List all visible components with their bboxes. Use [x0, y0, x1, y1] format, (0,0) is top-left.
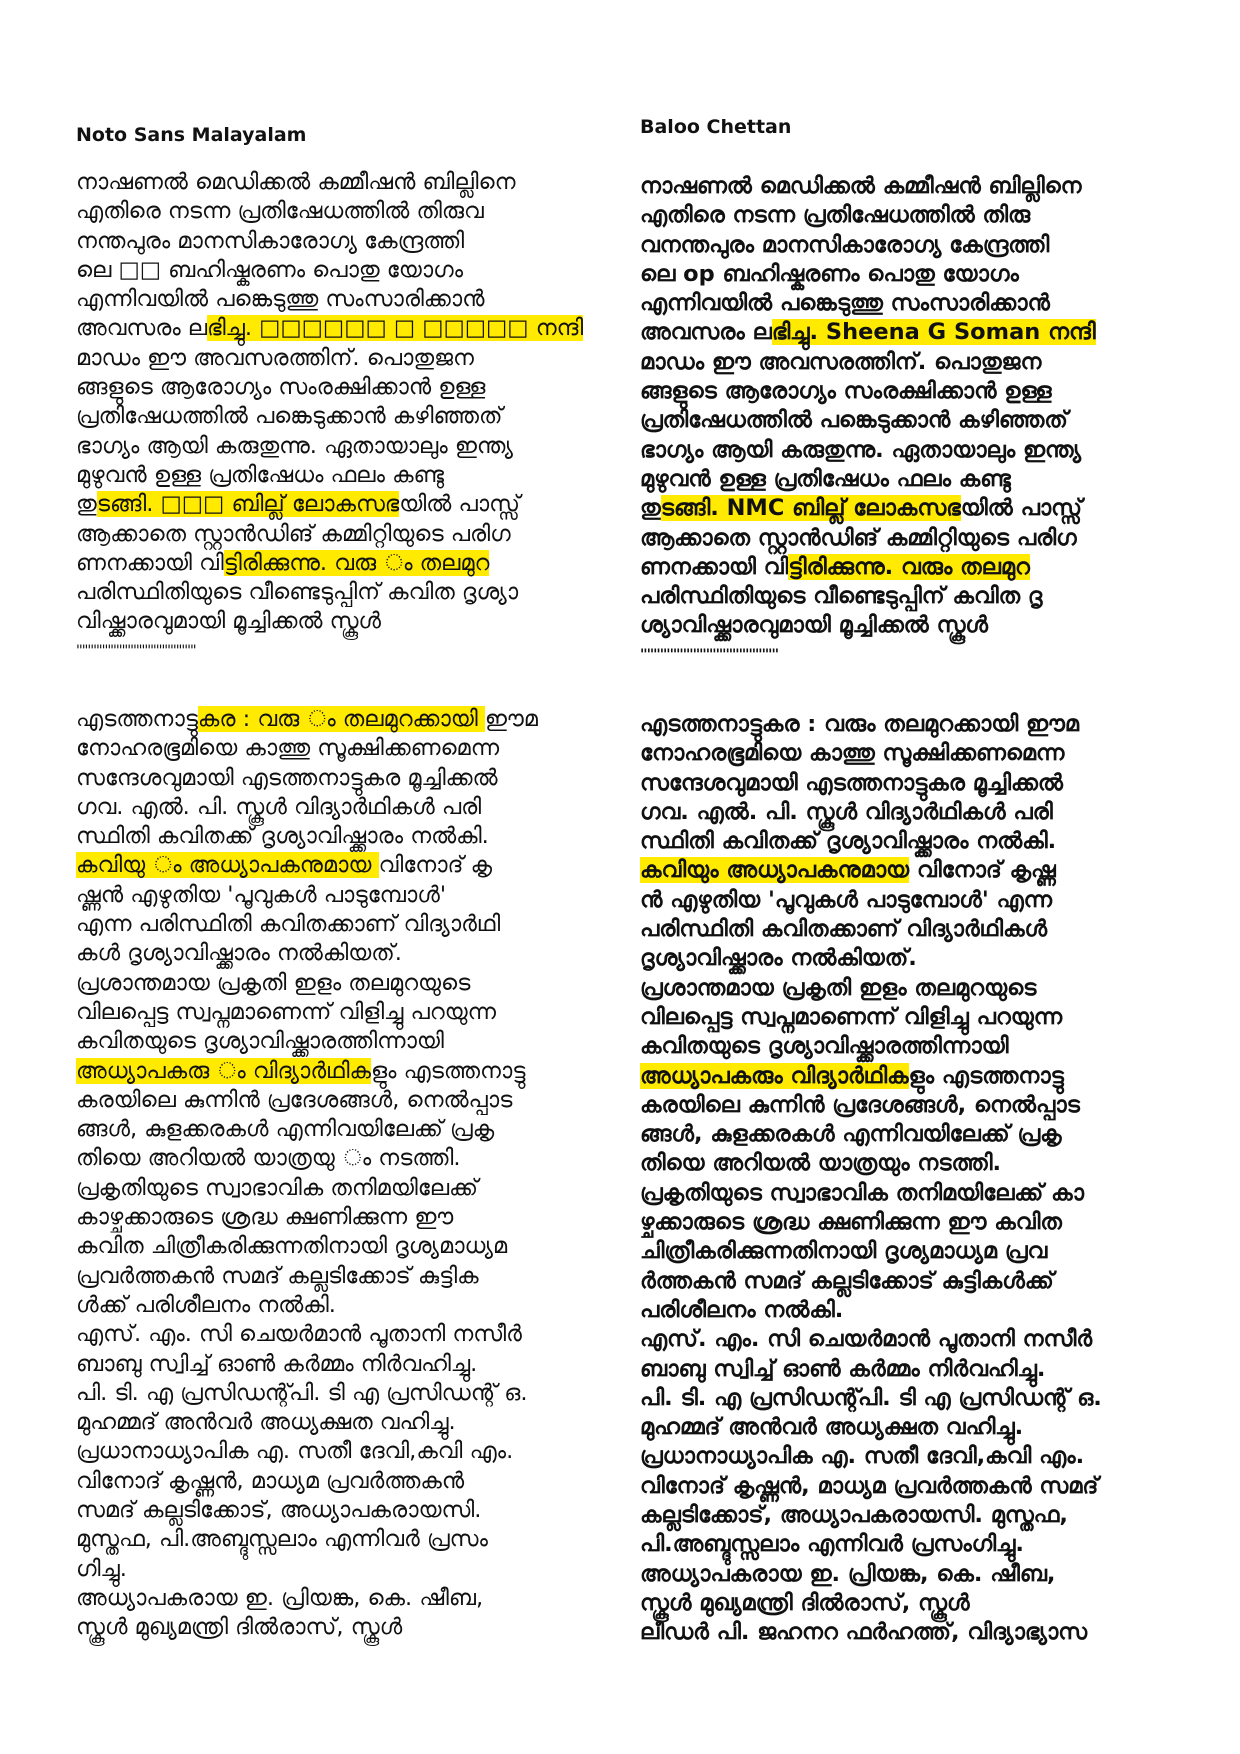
line-text: പ്രതിഷേധത്തിൽ പങ്കെടുക്കാൻ കഴിഞ്ഞത്: [640, 407, 1068, 434]
text-line: [640, 318, 1200, 347]
text-line: [76, 285, 636, 314]
line-text: ളും എടത്തനാട്ടു: [370, 1057, 526, 1084]
line-text: അധ്യാപകരായ ഇ. പ്രിയങ്ക, കെ. ഷീബ,: [640, 1560, 1056, 1587]
line-text: പ്രതിഷേധത്തിൽ പങ്കെടുക്കാൻ കഴിഞ്ഞത്: [76, 403, 503, 430]
line-text: ഷ്ണൻ എഴുതിയ 'പൂവുകൾ പാടുമ്പോൾ': [76, 881, 447, 908]
text-line: [76, 1613, 636, 1642]
line-text: സ്കൂൾ മുഖ്യമന്ത്രി ദിൽരാസ്, സ്കൂൾ: [640, 1589, 970, 1616]
text-line: [640, 1501, 1200, 1530]
text-line: [76, 734, 636, 763]
line-text: വിലപ്പെട്ട സ്വപ്നമാണെന്ന് വിളിച്ചു പറയുന്ന: [640, 1003, 1063, 1030]
text-line: [76, 1320, 636, 1349]
text-line: [640, 739, 1200, 768]
line-text: വിനോദ് കൃഷ്ണൻ, മാധ്യമ പ്രവർത്തകൻ: [76, 1467, 465, 1494]
text-line: [640, 1413, 1200, 1442]
text-line: [76, 910, 636, 939]
text-line: [76, 1350, 636, 1379]
line-text: ൻ എഴുതിയ 'പൂവുകൾ പാടുമ്പോൾ' എന്ന: [640, 886, 1053, 913]
line-text: തു: [640, 495, 661, 522]
text-line: [76, 490, 636, 519]
text-line: [640, 1296, 1200, 1325]
line-text: തിയെ അറിയൽ യാത്രയു ം നടത്തി.: [76, 1145, 461, 1172]
line-text: ലെ op ബഹിഷ്കരണം പൊതു യോഗം: [640, 260, 1019, 287]
line-text: സ്ഥിതി കവിതക്ക് ദൃശ്യാവിഷ്ക്കാരം നൽകി.: [76, 823, 489, 850]
line-text: ആക്കാതെ സ്റ്റാൻഡിങ് കമ്മിറ്റിയുടെ പരിഗ: [76, 520, 511, 547]
text-line: [76, 1057, 636, 1086]
line-text: ഈമ: [484, 706, 538, 732]
line-text: എന്ന പരിസ്ഥിതി കവിതക്കാണ് വിദ്യാർഥി: [76, 911, 501, 938]
separator-marks: [640, 641, 1200, 670]
text-line: [76, 705, 636, 734]
highlighted-text: അധ്യാപകരു ം വിദ്യാർഥിക: [76, 1057, 371, 1084]
line-text: കൾ ദൃശ്യാവിഷ്ക്കാരം നൽകിയത്.: [76, 940, 402, 967]
line-text: പ്രധാനാധ്യാപിക എ. സതീ ദേവി,കവി എം.: [76, 1438, 514, 1465]
line-text: മുസ്തഫ, പി.അബ്ദുസ്സലാം എന്നിവർ പ്രസം: [76, 1526, 488, 1553]
text-line: [640, 1589, 1200, 1618]
text-line: [76, 607, 636, 636]
line-text: ഴ്ചക്കാരുടെ ശ്രദ്ധ ക്ഷണിക്കുന്ന ഈ കവിത: [640, 1209, 1062, 1236]
line-text: മാഡം ഈ അവസരത്തിന്. പൊതുജന: [76, 344, 474, 371]
line-text: സന്ദേശവുമായി എടത്തനാട്ടുകര മൂച്ചിക്കൽ: [76, 764, 498, 791]
text-line: [76, 344, 636, 373]
highlighted-text: കവിയും അധ്യാപകനുമായ: [640, 857, 910, 884]
text-line: [640, 1003, 1200, 1032]
line-text: നോഹരഭൂമിയെ കാത്തു സൂക്ഷിക്കണമെന്ന: [640, 740, 1065, 767]
text-line: [76, 168, 636, 197]
line-text: ആക്കാതെ സ്റ്റാൻഡിങ് കമ്മിറ്റിയുടെ പരിഗ: [640, 524, 1077, 551]
line-text: കരയിലെ കുന്നിൻ പ്രദേശങ്ങൾ, നെൽപ്പാട: [76, 1086, 513, 1113]
text-line: [640, 1062, 1200, 1091]
text-line: [640, 886, 1200, 915]
text-line: [640, 1618, 1200, 1647]
paragraph-2: [76, 705, 636, 1643]
text-line: [640, 1442, 1200, 1471]
line-text: കല്ലടിക്കോട്, അധ്യാപകരായസി. മുസ്തഫ,: [640, 1502, 1068, 1529]
line-text: പരിശീലനം നൽകി.: [640, 1296, 844, 1323]
text-line: [76, 851, 636, 880]
line-text: എടത്തനാട്ടുകര : വരും തലമുറക്കായി ഈമ: [640, 711, 1080, 737]
text-line: [76, 402, 636, 431]
text-line: [76, 793, 636, 822]
text-line: [76, 1467, 636, 1496]
line-text: പ്രശാന്തമായ പ്രകൃതി ഇളം തലമുറയുടെ: [640, 974, 1037, 1001]
line-text: സമദ് കല്ലടിക്കോട്, അധ്യാപകരായസി.: [76, 1497, 482, 1524]
line-text: ങ്ങൾ, കുളക്കരകൾ എന്നിവയിലേക്ക് പ്രകൃ: [640, 1121, 1062, 1148]
text-line: [76, 197, 636, 226]
text-line: [640, 436, 1200, 465]
text-line: [76, 432, 636, 461]
text-line: [76, 461, 636, 490]
text-line: [640, 798, 1200, 827]
line-text: കവിതയുടെ ദൃശ്യാവിഷ്ക്കാരത്തിന്നായി: [76, 1028, 444, 1055]
line-text: വിനോദ് കൃഷ്ണൻ, മാധ്യമ പ്രവർത്തകൻ സമദ്: [640, 1472, 1099, 1499]
text-line: [640, 172, 1200, 201]
line-text: ഗവ. എൽ. പി. സ്കൂൾ വിദ്യാർഥികൾ പരി: [640, 798, 1053, 825]
line-text: കവിതയുടെ ദൃശ്യാവിഷ്ക്കാരത്തിന്നായി: [640, 1033, 1009, 1060]
line-text: അവസരം ല: [76, 315, 208, 342]
line-text: ലെ □□ ബഹിഷ്കരണം പൊതു യോഗം: [76, 256, 464, 283]
text-line: [640, 915, 1200, 944]
line-text: ങ്ങളുടെ ആരോഗ്യം സംരക്ഷിക്കാൻ ഉള്ള: [76, 374, 486, 401]
text-line: [76, 314, 636, 343]
line-text: വിലപ്പെട്ട സ്വപ്നമാണെന്ന് വിളിച്ചു പറയുന്ന: [76, 998, 497, 1025]
text-line: [640, 1560, 1200, 1589]
text-line: [76, 1525, 636, 1554]
line-text: വിഷ്ക്കാരവുമായി മൂച്ചിക്കൽ സ്കൂൾ: [76, 608, 382, 635]
line-text: ദൃശ്യാവിഷ്ക്കാരം നൽകിയത്.: [640, 945, 917, 972]
text-line: [76, 881, 636, 910]
text-line: [76, 227, 636, 256]
text-line: [76, 764, 636, 793]
line-text: പരിസ്ഥിതി കവിതക്കാണ് വിദ്യാർഥികൾ: [640, 916, 1048, 943]
text-line: [640, 1237, 1200, 1266]
text-line: [640, 1267, 1200, 1296]
line-text: പ്രവർത്തകൻ സമദ് കല്ലടിക്കോട് കുട്ടിക: [76, 1262, 479, 1289]
text-line: [640, 1120, 1200, 1149]
highlighted-text: ഭിച്ചു. Sheena G Soman നന്ദി: [771, 319, 1096, 346]
text-line: [76, 998, 636, 1027]
highlighted-text: കവിയു ം അധ്യാപകനുമായ: [76, 852, 379, 879]
line-text: എസ്. എം. സി ചെയർമാൻ പൂതാനി നസീർ: [640, 1326, 1093, 1353]
text-line: [640, 1355, 1200, 1384]
text-line: [76, 1174, 636, 1203]
line-text: തിയെ അറിയൽ യാത്രയും നടത്തി.: [640, 1150, 1002, 1177]
line-text: ഭാഗ്യം ആയി കരുതുന്നു. ഏതായാലും ഇന്ത്യ: [76, 432, 513, 459]
line-text: വിനോദ് കൃഷ്ണ: [909, 857, 1056, 884]
text-line: [640, 1384, 1200, 1413]
line-text: എതിരെ നടന്ന പ്രതിഷേധത്തിൽ തിരുവ: [76, 198, 484, 225]
line-text: പി. ടി. എ പ്രസിഡന്റ്പി. ടി എ പ്രസിഡന്റ് ഒ.: [640, 1384, 1102, 1411]
line-text: ശ്യാവിഷ്ക്കാരവുമായി മൂച്ചിക്കൽ സ്കൂൾ: [640, 612, 989, 639]
text-line: [76, 1408, 636, 1437]
line-text: സന്ദേശവുമായി എടത്തനാട്ടുകര മൂച്ചിക്കൽ: [640, 769, 1063, 796]
line-text: മുഴുവൻ ഉള്ള പ്രതിഷേധം ഫലം കണ്ടു: [640, 465, 1011, 492]
highlighted-text: ഭിച്ചു. □□□□□□ □ □□□□□ നന്ദി: [207, 315, 584, 342]
line-text: യിൽ പാസ്സ്: [960, 495, 1083, 522]
font-sample-heading: Noto Sans Malayalam: [76, 124, 307, 146]
line-text: മുഹമ്മദ് അൻവർ അധ്യക്ഷത വഹിച്ചു.: [76, 1409, 456, 1436]
separator-marks: [76, 637, 636, 666]
line-text: കവിത ചിത്രീകരിക്കുന്നതിനായി ദൃശ്യമാധ്യമ: [76, 1233, 508, 1260]
line-text: എന്നിവയിൽ പങ്കെടുത്തു സംസാരിക്കാൻ: [76, 286, 485, 313]
text-line: [76, 1584, 636, 1613]
text-line: [76, 1144, 636, 1173]
text-line: [640, 827, 1200, 856]
line-text: പ്രകൃതിയുടെ സ്വാഭാവിക തനിമയിലേക്ക് കാ: [640, 1179, 1085, 1206]
highlighted-text: ട്ടിരിക്കുന്നു. വരു ം തലമുറ: [223, 549, 490, 576]
highlighted-text: അധ്യാപകരും വിദ്യാർഥിക: [640, 1062, 909, 1089]
line-text: ണനക്കായി വി: [640, 553, 789, 580]
text-line: [76, 1496, 636, 1525]
line-text: പ്രധാനാധ്യാപിക എ. സതീ ദേവി,കവി എം.: [640, 1443, 1085, 1470]
paragraph-1: [640, 172, 1200, 670]
text-line: [640, 260, 1200, 289]
text-line: [76, 1027, 636, 1056]
text-line: [76, 1437, 636, 1466]
text-line: [640, 465, 1200, 494]
text-line: [640, 769, 1200, 798]
text-line: [640, 710, 1200, 739]
text-line: [640, 524, 1200, 553]
paragraph-1: [76, 168, 636, 666]
line-text: നോഹരഭൂമിയെ കാത്തു സൂക്ഷിക്കണമെന്ന: [76, 735, 500, 762]
line-text: ഭാഗ്യം ആയി കരുതുന്നു. ഏതായാലും ഇന്ത്യ: [640, 436, 1082, 463]
text-line: [76, 1262, 636, 1291]
text-line: [640, 1208, 1200, 1237]
line-text: ലീഡർ പി. ജഹനറ ഫർഹത്ത്, വിദ്യാഭ്യാസ: [640, 1619, 1088, 1646]
line-text: പി.അബ്ദുസ്സലാം എന്നിവർ പ്രസംഗിച്ചു.: [640, 1531, 1024, 1558]
line-text: ഗവ. എൽ. പി. സ്കൂൾ വിദ്യാർഥികൾ പരി: [76, 793, 482, 820]
highlighted-text: കര : വരു ം തലമുറക്കായി: [197, 706, 485, 732]
line-text: നാഷണൽ മെഡിക്കൽ കമ്മീഷൻ ബില്ലിനെ: [76, 169, 516, 195]
text-line: [76, 1232, 636, 1261]
line-text: എതിരെ നടന്ന പ്രതിഷേധത്തിൽ തിരു: [640, 202, 1031, 229]
text-line: [640, 1032, 1200, 1061]
line-text: എടത്തനാട്ടു: [76, 706, 198, 732]
line-text: മുഹമ്മദ് അൻവർ അധ്യക്ഷത വഹിച്ചു.: [640, 1414, 1024, 1441]
text-line: [76, 549, 636, 578]
line-text: എന്നിവയിൽ പങ്കെടുത്തു സംസാരിക്കാൻ: [640, 290, 1050, 317]
line-text: കരയിലെ കുന്നിൻ പ്രദേശങ്ങൾ, നെൽപ്പാട: [640, 1091, 1080, 1118]
line-text: പി. ടി. എ പ്രസിഡന്റ്പി. ടി എ പ്രസിഡന്റ് ഒ.: [76, 1379, 528, 1406]
text-line: [76, 1379, 636, 1408]
line-text: അവസരം ല: [640, 319, 772, 346]
line-text: വിനോദ് കൃ: [378, 852, 492, 879]
text-line: [640, 553, 1200, 582]
highlighted-text: ടങ്ങി. NMC ബില്ല് ലോകസഭ: [660, 495, 961, 522]
text-line: [640, 1149, 1200, 1178]
text-line: [76, 1291, 636, 1320]
text-line: [76, 578, 636, 607]
text-line: [640, 406, 1200, 435]
line-text: മുഴുവൻ ഉള്ള പ്രതിഷേധം ഫലം കണ്ടു: [76, 461, 444, 488]
text-line: [640, 289, 1200, 318]
text-line: [640, 231, 1200, 260]
text-line: [76, 1115, 636, 1144]
text-line: [640, 1091, 1200, 1120]
line-text: ണനക്കായി വി: [76, 549, 224, 576]
line-text: പരിസ്ഥിതിയുടെ വീണ്ടെടുപ്പിന് കവിത ദൃശ്യാ: [76, 579, 519, 606]
text-line: [76, 520, 636, 549]
text-line: [640, 494, 1200, 523]
highlighted-text: ട്ടിരിക്കുന്നു. വരും തലമുറ: [788, 553, 1030, 580]
line-text: യിൽ പാസ്സ്: [399, 491, 520, 518]
text-line: [76, 939, 636, 968]
line-text: നന്തപുരം മാനസികാരോഗ്യ കേന്ദ്രത്തി: [76, 227, 465, 254]
line-text: നാഷണൽ മെഡിക്കൽ കമ്മീഷൻ ബില്ലിനെ: [640, 173, 1082, 199]
text-line: [76, 256, 636, 285]
line-text: ങ്ങളുടെ ആരോഗ്യം സംരക്ഷിക്കാൻ ഉള്ള: [640, 378, 1052, 405]
line-text: ബാബു സ്വിച്ച് ഓൺ കർമ്മം നിർവഹിച്ചു.: [76, 1350, 478, 1377]
line-text: തു: [76, 491, 97, 518]
text-line: [76, 1203, 636, 1232]
highlighted-text: ടങ്ങി. □□□ ബില്ല് ലോകസഭ: [96, 491, 400, 518]
text-line: [640, 377, 1200, 406]
line-text: വനന്തപുരം മാനസികാരോഗ്യ കേന്ദ്രത്തി: [640, 231, 1050, 258]
text-line: [640, 1472, 1200, 1501]
line-text: ബാബു സ്വിച്ച് ഓൺ കർമ്മം നിർവഹിച്ചു.: [640, 1355, 1046, 1382]
line-text: ൾക്ക് പരിശീലനം നൽകി.: [76, 1291, 336, 1318]
paragraph-2: [640, 710, 1200, 1648]
line-text: ങ്ങൾ, കുളക്കരകൾ എന്നിവയിലേക്ക് പ്രകൃ: [76, 1116, 495, 1143]
font-sample-heading: Baloo Chettan: [640, 116, 792, 138]
text-line: [640, 944, 1200, 973]
text-line: [640, 1530, 1200, 1559]
text-line: [76, 1555, 636, 1584]
line-text: ഗിച്ചു.: [76, 1555, 127, 1582]
line-text: മാഡം ഈ അവസരത്തിന്. പൊതുജന: [640, 348, 1042, 375]
text-line: [640, 856, 1200, 885]
text-line: [640, 348, 1200, 377]
line-text: സ്കൂൾ മുഖ്യമന്ത്രി ദിൽരാസ്, സ്കൂൾ: [76, 1614, 403, 1641]
line-text: കാഴ്ചക്കാരുടെ ശ്രദ്ധ ക്ഷണിക്കുന്ന ഈ: [76, 1204, 454, 1231]
line-text: ളും എടത്തനാട്ടു: [908, 1062, 1064, 1089]
text-line: [640, 611, 1200, 640]
line-text: '''''''''''''''''''''''''''''''''''''''''': [76, 642, 196, 659]
line-text: അധ്യാപകരായ ഇ. പ്രിയങ്ക, കെ. ഷീബ,: [76, 1584, 484, 1611]
text-line: [640, 201, 1200, 230]
line-text: പ്രശാന്തമായ പ്രകൃതി ഇളം തലമുറയുടെ: [76, 969, 471, 996]
line-text: '''''''''''''''''''''''''''''''''''''''''': [640, 646, 779, 663]
text-line: [640, 974, 1200, 1003]
text-line: [640, 1179, 1200, 1208]
line-text: ചിത്രീകരിക്കുന്നതിനായി ദൃശ്യമാധ്യമ പ്രവ: [640, 1238, 1048, 1265]
text-line: [640, 582, 1200, 611]
text-line: [76, 969, 636, 998]
line-text: എസ്. എം. സി ചെയർമാൻ പൂതാനി നസീർ: [76, 1321, 522, 1348]
line-text: സ്ഥിതി കവിതക്ക് ദൃശ്യാവിഷ്ക്കാരം നൽകി.: [640, 828, 1057, 855]
line-text: ർത്തകൻ സമദ് കല്ലടിക്കോട് കുട്ടികൾക്ക്: [640, 1267, 1054, 1294]
text-line: [640, 1325, 1200, 1354]
text-line: [76, 373, 636, 402]
text-line: [76, 822, 636, 851]
line-text: പ്രകൃതിയുടെ സ്വാഭാവിക തനിമയിലേക്ക്: [76, 1174, 478, 1201]
text-line: [76, 1086, 636, 1115]
line-text: പരിസ്ഥിതിയുടെ വീണ്ടെടുപ്പിന് കവിത ദൃ: [640, 583, 1043, 610]
